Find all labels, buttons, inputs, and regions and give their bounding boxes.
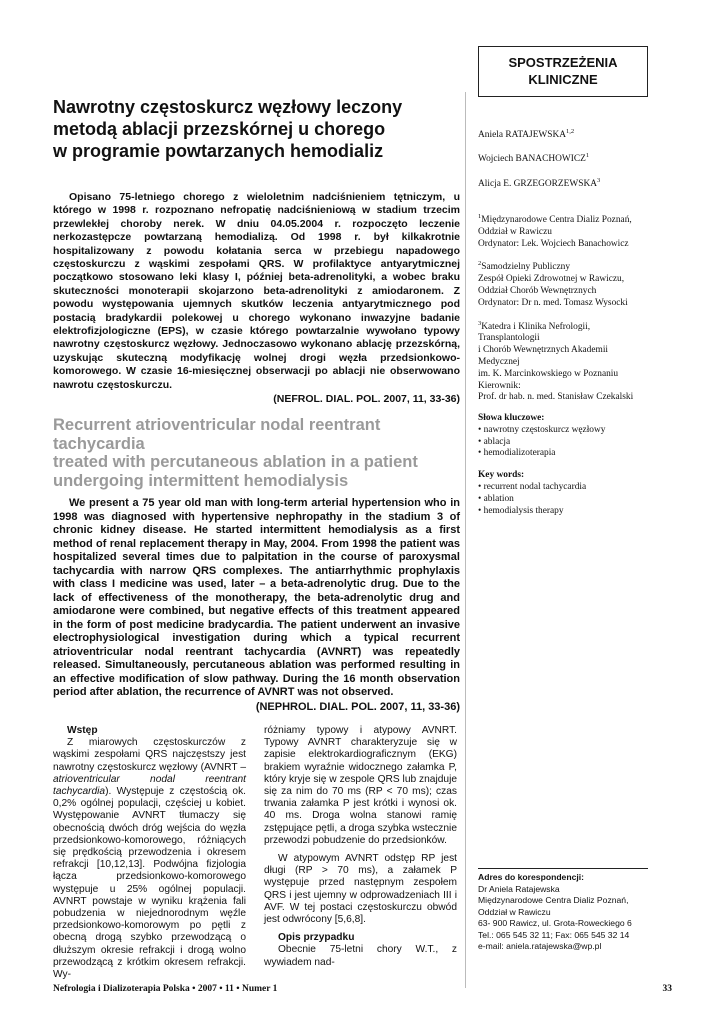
author-sup: 1 (585, 152, 590, 160)
title-en-line2: treated with percutaneous ablation in a patient (53, 453, 418, 471)
abstract-en-text: We present a 75 year old man with long-term arterial hypertension who in 1998 was diagnosed with hypertensive nephropathy in the stadium 3 of chronic kidney disease. He started intermittent hemodialysis as a first method of renal replacement therapy in May, 2004. From 1998 the patient was hospitalized several times due to palpitation in the course of paroxysmal tachycardia with narrow QRS complexes. The antiarrhythmic prophylaxis with class I medicine was used, later – a beta-adrenolytic drug. Due to the lack of effectiveness of the monotherapy, the beta-adrenolytic drug and amiodarone were combined, but negative effects of this treatment appeared in the form of post medicine bradycardia. The patient underwent an invasive electrophysiological investigation during which a typical recurrent atrioventricular nodal reentrant tachycardia (AVNRT) was repeatedly released. Simultaneously, percutaneous ablation was performed resulting in an effective modification of slow pathway. During the 16 month observation period after ablation, the recurrence of AVNRT was not observed. (53, 497, 460, 698)
case-heading: Opis przypadku (278, 932, 355, 944)
keyword-item: • nawrotny częstoskurcz węzłowy (478, 424, 606, 435)
affiliation-sup: 1 (478, 212, 482, 220)
affiliation-2 (478, 262, 650, 309)
author-sup: 1,2 (566, 127, 575, 135)
intro-text-italic: atrioventricular nodal reentrant tachycardia (53, 773, 246, 798)
section-label-line1: SPOSTRZEŻENIA (508, 55, 618, 70)
author-sup: 3 (597, 176, 601, 184)
correspondence-divider (478, 868, 648, 869)
col2-paragraph-2: W atypowym AVNRT odstęp RP jest długi (RP > 70 ms), a załamek P występuje przed następnym zespołem QRS i jest ujemny w odprowadzeniach III i AVF. W tej postaci częstoskurczu obwód jest odwrócony [5,6,8]. (264, 853, 457, 926)
page-number: 33 (662, 984, 672, 994)
author (478, 154, 650, 166)
affiliation-line: Ordynator: Dr n. med. Tomasz Wysocki (478, 297, 628, 308)
affiliation-line: Oddział w Rawiczu (478, 226, 552, 237)
correspondence (478, 872, 650, 953)
keywords-en (478, 470, 650, 517)
keyword-item: • hemodialysis therapy (478, 505, 564, 516)
correspondence-line: Dr Aniela Ratajewska (478, 883, 560, 894)
section-label-line2: KLINICZNE (528, 72, 598, 87)
abstract-pl-text: Opisano 75-letniego chorego z wieloletnim nadciśnieniem tętniczym, u którego w 1998 r. rozpoznano nefropatię nadciśnieniową w stadium trzecim przewlekłej choroby nerek. W dniu 04.05.2004 r. rozpoczęto leczenie nerkozastępcze powtarzaną hemodializą. Od 1998 r. był kilkakrotnie hospitalizowany z powodu kołatania serca w przebiegu napadowego częstoskurczu z wąskimi zespołami QRS. W profilaktyce antyarytmicznej początkowo stosowano leki klasy I, później beta-adrenolityki, a wobec braku skuteczności monoterapii skojarzono beta-adrenolityki z amiodaronem. Z powodu występowania ujemnych skutków leczenia antyarytmicznego pod postacią bradykardii polekowej u chorego wykonano inwazyjne badanie elektrofizjologiczne (EPS), w czasie którego powtarzalnie wywołano typowy nawrotny częstoskurcz węzłowy. Jednoczasowo wykonano ablację przezskórną, uzyskując skuteczną modyfikację wolnej drogi węzła przedsionkowo-komorowego. W czasie 16-miesięcznej obserwacji po ablacji nie obserwowano nawrotu częstoskurczu. (53, 191, 460, 391)
correspondence-heading: Adres do korespondencji: (478, 872, 585, 882)
affiliation-3 (478, 319, 650, 405)
col2-paragraph-1: różniamy typowy i atypowy AVNRT. Typowy AVNRT charakteryzuje się w zapisie elektrokardiograficznym (EKG) brakiem wyraźnie widocznego załamka P, który kryje się w zespole QRS lub znajduje się za nim do 70 ms (RP < 70 ms); czas trwania załamka P jest krótki i wynosi ok. 40 ms. Droga wolna stanowi ramię zstępujące pętli, a droga szybka wstecznie przewodzi pobudzenie do przedsionków. (264, 725, 457, 846)
affiliation-line: Prof. dr hab. n. med. Stanisław Czekalski (478, 392, 634, 403)
article-title-en (53, 416, 465, 490)
abstract-pl (53, 191, 460, 407)
intro-paragraph (53, 737, 246, 981)
abstract-en-ref: (NEPHROL. DIAL. POL. 2007, 11, 33-36) (255, 700, 460, 713)
affiliation-line: i Chorób Wewnętrznych Akademii Medycznej (478, 345, 609, 367)
affiliation-line: Samodzielny Publiczny (481, 262, 571, 273)
author-name: Aniela RATAJEWSKA (478, 130, 567, 140)
section-label-box (478, 46, 648, 97)
correspondence-line: Tel.: 065 545 32 11; Fax: 065 545 32 14 (478, 929, 630, 940)
affiliation-sup: 3 (478, 319, 482, 327)
keyword-item: • ablacja (478, 436, 511, 447)
intro-text-a: Z miarowych częstoskurczów z wąskimi zespołami QRS najczęstszy jest nawrotny częstoskurcz węzłowy (AVNRT – (53, 737, 246, 773)
title-pl-line3: w programie powtarzanych hemodializ (53, 141, 384, 161)
affiliation-line: Ordynator: Lek. Wojciech Banachowicz (478, 238, 629, 249)
correspondence-line: 63- 900 Rawicz, ul. Grota-Roweckiego 6 (478, 918, 632, 928)
affiliation-line: Oddział Chorób Wewnętrznych (478, 285, 597, 296)
affiliation-line: Kierownik: (478, 380, 521, 391)
title-pl-line1: Nawrotny częstoskurcz węzłowy leczony (53, 97, 403, 117)
correspondence-line: Oddział w Rawiczu (478, 906, 551, 917)
article-title-pl (53, 96, 453, 162)
body-column-2 (264, 725, 457, 969)
correspondence-email[interactable]: e-mail: aniela.ratajewska@wp.pl (478, 941, 602, 951)
intro-text-b: ). Występuje z częstością ok. 0,2% ogólnej populacji, częściej u kobiet. Występowanie AVNRT tłumaczy się obecnością dwóch dróg wejścia do węzła przedsionkowo-komorowego, różniących się prędkością przewodzenia i okresem refrakcji [10,12,13]. Podwójna fizjologia łącza przedsionkowo-komorowego występuje u 25% ogólnej populacji. AVNRT powstaje w wyniku krążenia fali pobudzenia w niejednorodnym węźle przedsionkowo-komorowym po pętli z obecną drogą szybko przewodzącą o dłuższym okresie refrakcji i drogą wolno przewodzącą z krótkim okresem refrakcji. Wy- (53, 786, 246, 981)
intro-heading: Wstęp (67, 725, 98, 736)
keywords-en-heading: Key words: (478, 470, 525, 481)
affiliation-1 (478, 212, 650, 250)
keyword-item: • ablation (478, 493, 514, 504)
correspondence-line: Międzynarodowe Centra Dializ Poznań, (478, 895, 629, 905)
keywords (478, 413, 650, 527)
column-divider (465, 92, 466, 988)
col2-paragraph-3: Obecnie 75-letni chory W.T., z wywiadem nad- (264, 944, 457, 968)
title-en-line3: undergoing intermittent hemodialysis (53, 471, 349, 490)
affiliations (478, 212, 650, 416)
title-en-line1: Recurrent atrioventricular nodal reentrant tachycardia (53, 416, 381, 453)
author-name: Alicja E. GRZEGORZEWSKA (478, 178, 597, 189)
footer-journal: Nefrologia i Dializoterapia Polska • 2007 • 11 • Numer 1 (53, 984, 278, 994)
author (478, 176, 650, 191)
abstract-en (53, 497, 460, 714)
affiliation-sup: 2 (478, 260, 482, 268)
affiliation-line: Międzynarodowe Centra Dializ Poznań, (481, 215, 632, 225)
abstract-pl-ref: (NEFROL. DIAL. POL. 2007, 11, 33-36) (273, 393, 460, 406)
author-name: Wojciech BANACHOWICZ (478, 154, 586, 165)
keyword-item: • hemodializoterapia (478, 448, 556, 459)
authors-list (478, 127, 650, 203)
affiliation-line: Katedra i Klinika Nefrologii, Transplantologii (478, 321, 591, 344)
title-pl-line2: metodą ablacji przezskórnej u chorego (53, 119, 386, 139)
author (478, 127, 650, 142)
keyword-item: • recurrent nodal tachycardia (478, 481, 587, 492)
keywords-pl (478, 413, 650, 460)
affiliation-line: im. K. Marcinkowskiego w Poznaniu (478, 368, 619, 379)
body-column-1 (53, 725, 246, 981)
affiliation-line: Zespół Opieki Zdrowotnej w Rawiczu, (478, 274, 625, 285)
keywords-pl-heading: Słowa kluczowe: (478, 413, 545, 423)
